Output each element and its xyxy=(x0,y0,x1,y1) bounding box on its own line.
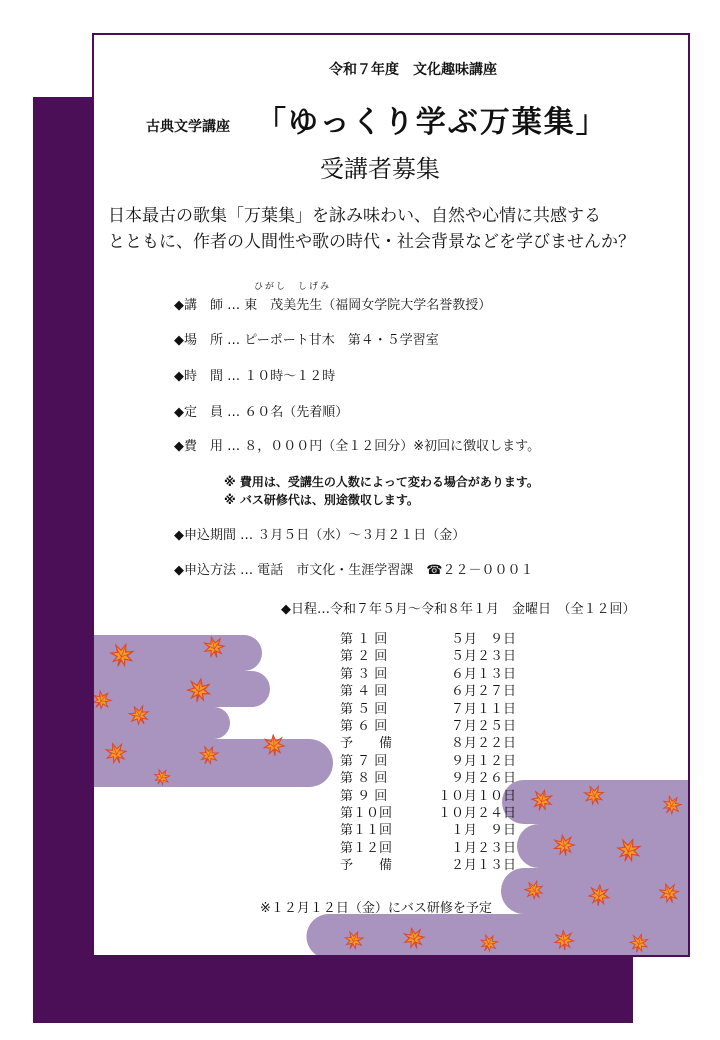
schedule-row xyxy=(94,666,690,683)
schedule-session-label: 第１０回 xyxy=(340,806,393,821)
schedule-row xyxy=(94,770,690,787)
schedule-session-label: 第 ９ 回 xyxy=(340,788,388,804)
schedule-date: ６月１３日 xyxy=(450,666,516,682)
info-instructor: ◆講 師 … 東 茂美先生（福岡女学院大学名誉教授） xyxy=(174,298,492,313)
schedule-date: ５月 ９日 xyxy=(450,632,516,647)
schedule-date: ７月１１日 xyxy=(450,701,516,717)
recruit-heading: 受講者募集 xyxy=(320,155,440,183)
schedule-session-label: 第 ３ 回 xyxy=(340,666,388,682)
schedule-heading: ◆日程…令和７年５月～令和８年１月 金曜日 （全１２回） xyxy=(281,602,636,617)
intro-line-2: とともに、作者の人間性や歌の時代・社会背景などを学びませんか？ xyxy=(108,232,635,252)
info-fee: ◆費 用 … ８，０００円（全１２回分）※初回に徴収します。 xyxy=(174,439,541,454)
schedule-session-label: 第 ８ 回 xyxy=(340,771,388,787)
schedule-date: １月 ９日 xyxy=(450,823,516,839)
schedule-session-label: 第 ６ 回 xyxy=(340,719,388,734)
schedule-date: １月２３日 xyxy=(450,840,516,856)
schedule-row xyxy=(94,718,690,735)
schedule-session-label: 第 ２ 回 xyxy=(340,649,388,665)
schedule-row xyxy=(94,788,690,805)
bus-trip-note: ※１２月１２日（金）にバス研修を予定 xyxy=(260,901,492,916)
schedule-date: ９月１２日 xyxy=(450,753,516,769)
application-method: ◆申込方法 … 電話 市文化・生涯学習課 ☎２２－０００１ xyxy=(174,563,534,578)
schedule-session-label: 予 備 xyxy=(340,858,393,874)
schedule-date: ８月２２日 xyxy=(450,736,516,752)
schedule-date: １０月２４日 xyxy=(437,806,516,821)
schedule-session-label: 第 ７ 回 xyxy=(340,753,388,769)
schedule-date: ６月２７日 xyxy=(450,684,516,700)
schedule-date: ９月２６日 xyxy=(450,771,516,787)
note-fee: ※ 費用は、受講生の人数によって変わる場合があります。 xyxy=(224,475,539,489)
schedule-session-label: 第 ５ 回 xyxy=(340,701,388,717)
schedule-date: １０月１０日 xyxy=(437,788,516,804)
schedule-row xyxy=(94,840,690,857)
schedule-date: ５月２３日 xyxy=(450,649,516,665)
schedule-row xyxy=(94,753,690,770)
schedule-session-label: 第１２回 xyxy=(340,840,393,856)
schedule-row xyxy=(94,683,690,700)
info-place: ◆場 所 … ピーポート甘木 第４・５学習室 xyxy=(174,333,439,348)
schedule-session-label: 第１１回 xyxy=(340,823,393,839)
series-label: 古典文学講座 xyxy=(146,119,230,135)
schedule-row xyxy=(94,857,690,874)
instructor-ruby: ひがし しげみ xyxy=(254,282,332,292)
schedule-date: ２月１３日 xyxy=(450,858,516,874)
flyer-card xyxy=(92,33,690,957)
note-bus: ※ バス研修代は、別途徴収します。 xyxy=(224,493,419,507)
schedule-date: ７月２５日 xyxy=(450,719,516,734)
schedule-row xyxy=(94,822,690,839)
schedule-row xyxy=(94,631,690,648)
schedule-row xyxy=(94,735,690,752)
schedule-row xyxy=(94,805,690,822)
info-time: ◆時 間 … １０時～１２時 xyxy=(174,369,336,384)
info-capacity: ◆定 員 … ６０名（先着順） xyxy=(174,405,349,420)
schedule-row xyxy=(94,701,690,718)
schedule-session-label: 予 備 xyxy=(340,736,393,752)
course-subtitle: 令和７年度 文化趣味講座 xyxy=(329,62,497,78)
intro-line-1: 日本最古の歌集「万葉集」を詠み味わい、自然や心情に共感する xyxy=(108,206,601,226)
schedule-session-label: 第 １ 回 xyxy=(340,632,388,647)
schedule-session-label: 第 ４ 回 xyxy=(340,684,388,700)
page-title: 「ゆっくり学ぶ万葉集」 xyxy=(256,105,608,140)
schedule-row xyxy=(94,648,690,665)
application-period: ◆申込期間 … ３月５日（水）～３月２１日（金） xyxy=(174,528,466,543)
